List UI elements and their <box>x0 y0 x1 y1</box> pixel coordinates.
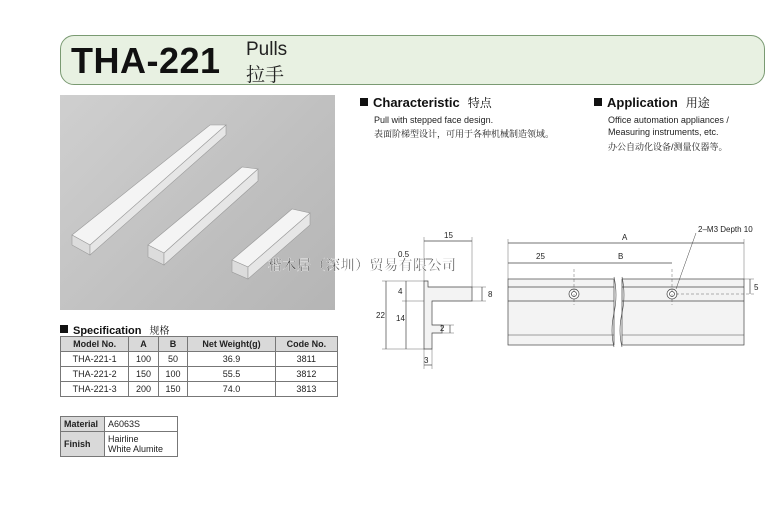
material-row <box>61 417 178 432</box>
table-header-row <box>61 337 338 352</box>
table-cell: 3813 <box>275 382 337 397</box>
column-header: Model No. <box>61 337 129 352</box>
table-row <box>61 382 338 397</box>
characteristic-text-en: Pull with stepped face design. <box>374 115 494 125</box>
table-cell: THA-221-1 <box>61 352 129 367</box>
dim-a-label: A <box>622 233 628 242</box>
table-cell: 100 <box>158 367 187 382</box>
table-cell: 100 <box>129 352 158 367</box>
finish-value <box>105 432 178 457</box>
front-view-drawing <box>508 233 754 347</box>
material-value: A6063S <box>105 417 178 432</box>
technical-drawing <box>360 225 765 375</box>
table-cell: 50 <box>158 352 187 367</box>
table-cell: 150 <box>158 382 187 397</box>
application-text-cn: 办公自动化设备/测量仪器等。 <box>608 142 728 152</box>
column-header: Code No. <box>275 337 337 352</box>
pull-long-image <box>72 125 226 255</box>
dim-14-label: 14 <box>396 314 405 323</box>
dim-3-label: 3 <box>424 356 429 365</box>
bullet-square-icon <box>594 98 602 106</box>
dim-5-label: 5 <box>754 283 759 292</box>
finish-row <box>61 432 178 457</box>
column-header: B <box>158 337 187 352</box>
table-cell: 200 <box>129 382 158 397</box>
specification-table <box>60 336 338 397</box>
table-cell: 74.0 <box>188 382 275 397</box>
application-text-en-2: Measuring instruments, etc. <box>608 127 719 137</box>
table-cell: 3811 <box>275 352 337 367</box>
dim-4-label: 4 <box>398 287 403 296</box>
table-cell: 36.9 <box>188 352 275 367</box>
dim-22-label: 22 <box>376 311 385 320</box>
dim-0-5-label: 0.5 <box>398 250 410 259</box>
material-label: Material <box>61 417 105 432</box>
table-row <box>61 367 338 382</box>
application-text-en-1: Office automation appliances / <box>608 115 729 125</box>
model-number: THA-221 <box>71 40 221 81</box>
bullet-square-icon <box>60 325 68 333</box>
dim-2-label: 2 <box>440 324 445 333</box>
column-header: Net Weight(g) <box>188 337 275 352</box>
hole-note-label: 2–M3 Depth 10 <box>698 225 753 234</box>
table-cell: THA-221-2 <box>61 367 129 382</box>
column-header: A <box>129 337 158 352</box>
table-cell: 3812 <box>275 367 337 382</box>
product-name-cn: 拉手 <box>246 65 285 86</box>
specification-heading: Specification 规格 <box>60 322 169 337</box>
dim-8-label: 8 <box>488 290 493 299</box>
dim-b-label: B <box>618 252 624 261</box>
title-banner <box>60 35 765 85</box>
finish-label: Finish <box>61 432 105 457</box>
table-row <box>61 352 338 367</box>
table-cell: 150 <box>129 367 158 382</box>
bullet-square-icon <box>360 98 368 106</box>
table-cell: THA-221-3 <box>61 382 129 397</box>
characteristic-text-cn: 表面阶梯型设计，可用于各种机械制造领域。 <box>374 129 555 139</box>
product-photo <box>60 95 335 310</box>
characteristic-heading: Characteristic 特点 <box>360 94 492 111</box>
application-heading: Application 用途 <box>594 94 710 111</box>
table-cell: 55.5 <box>188 367 275 382</box>
finish-value-line: White Alumite <box>108 444 164 454</box>
finish-value-line: Hairline <box>108 434 139 444</box>
dim-15-label: 15 <box>444 231 453 240</box>
material-table <box>60 416 178 457</box>
watermark: 楷木居（深圳）贸易有限公司 <box>268 257 457 273</box>
product-name-en: Pulls <box>246 39 288 60</box>
dim-25-label: 25 <box>536 252 545 261</box>
